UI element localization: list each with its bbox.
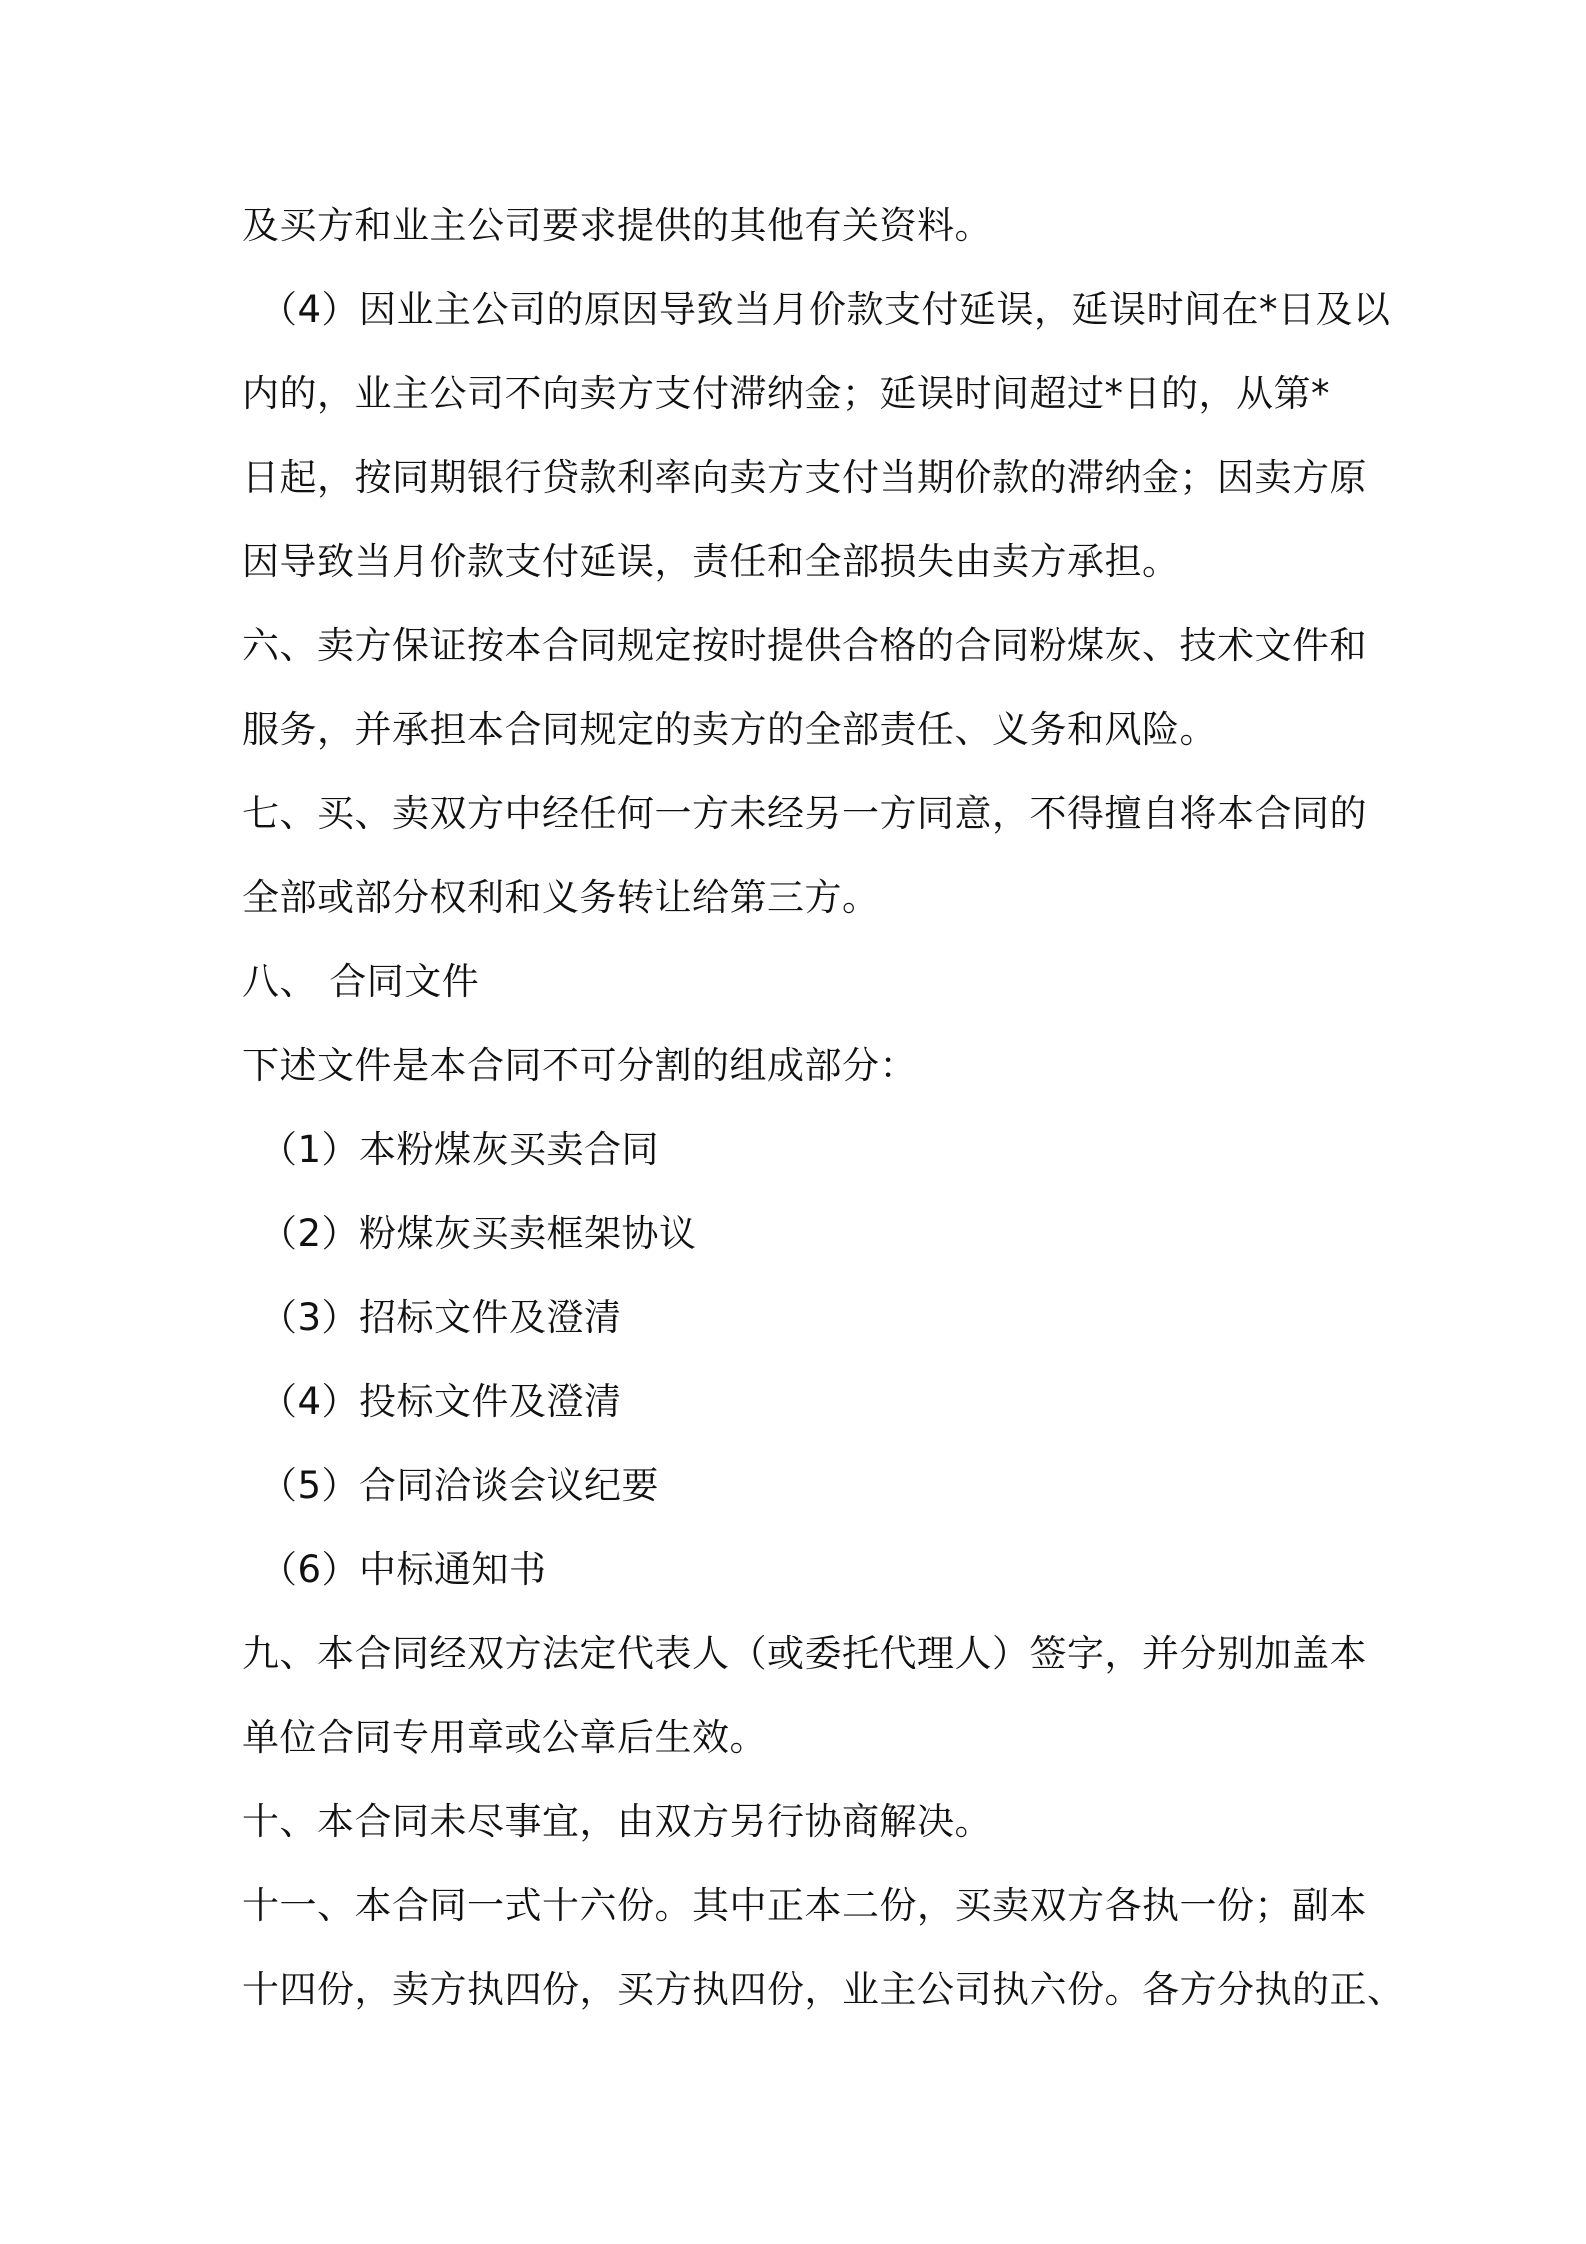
text-line: 七、买、卖双方中经任何一方未经另一方同意，不得擅自将本合同的 <box>242 792 1367 835</box>
text-line: 十四份，卖方执四份，买方执四份，业主公司执六份。各方分执的正、 <box>242 1968 1405 2011</box>
text-line: 日起，按同期银行贷款利率向卖方支付当期价款的滞纳金；因卖方原 <box>242 456 1367 499</box>
list-item: （6）中标通知书 <box>260 1548 547 1591</box>
list-item: （5）合同洽谈会议纪要 <box>260 1464 660 1507</box>
text-line: 服务，并承担本合同规定的卖方的全部责任、义务和风险。 <box>242 708 1217 751</box>
text-line: 因导致当月价款支付延误，责任和全部损失由卖方承担。 <box>242 540 1180 583</box>
list-item: （2）粉煤灰买卖框架协议 <box>260 1212 697 1255</box>
text-line: （4）因业主公司的原因导致当月价款支付延误，延误时间在*日及以 <box>260 288 1391 331</box>
text-line: 十一、本合同一式十六份。其中正本二份，买卖双方各执一份；副本 <box>242 1884 1367 1927</box>
text-line: 下述文件是本合同不可分割的组成部分： <box>242 1044 917 1087</box>
list-item: （3）招标文件及澄清 <box>260 1296 622 1339</box>
text-line: 及买方和业主公司要求提供的其他有关资料。 <box>242 204 992 247</box>
text-line: 单位合同专用章或公章后生效。 <box>242 1716 767 1759</box>
text-line: 内的，业主公司不向卖方支付滞纳金；延误时间超过*日的，从第* <box>242 372 1330 415</box>
section-heading: 八、 合同文件 <box>242 960 480 1003</box>
text-line: 全部或部分权利和义务转让给第三方。 <box>242 876 880 919</box>
list-item: （4）投标文件及澄清 <box>260 1380 622 1423</box>
text-line: 六、卖方保证按本合同规定按时提供合格的合同粉煤灰、技术文件和 <box>242 624 1367 667</box>
text-line: 九、本合同经双方法定代表人（或委托代理人）签字，并分别加盖本 <box>242 1632 1367 1675</box>
text-line: 十、本合同未尽事宜，由双方另行协商解决。 <box>242 1800 992 1843</box>
list-item: （1）本粉煤灰买卖合同 <box>260 1128 660 1171</box>
